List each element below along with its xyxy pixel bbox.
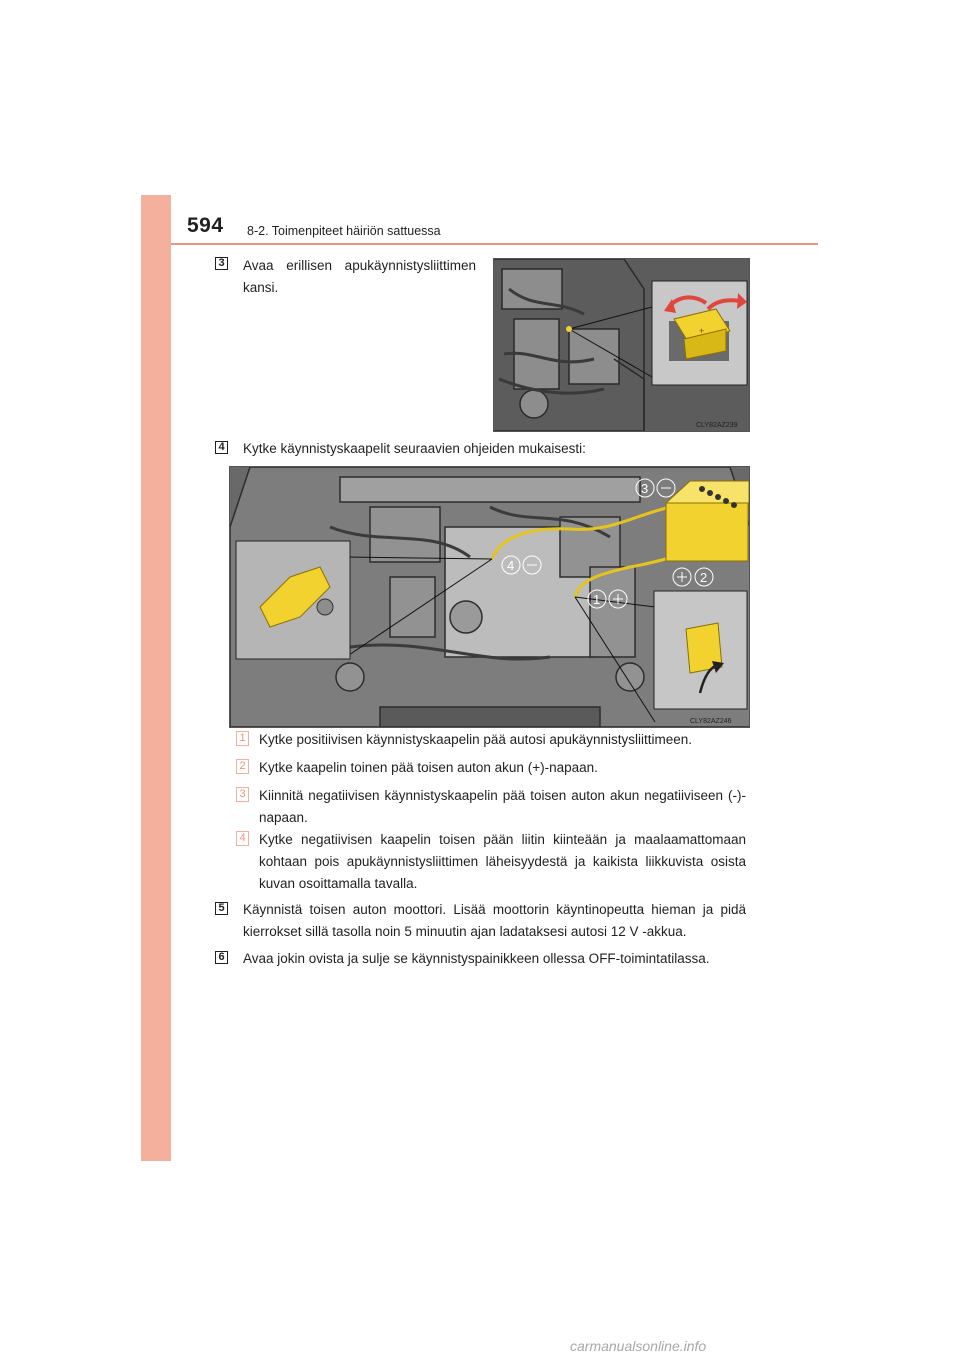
svg-text:+: + [699, 326, 705, 336]
substep-2-text: Kytke kaapelin toinen pää toisen auton akun (+)-napaan. [259, 760, 598, 775]
figure-code-1: CLY82AZ239 [696, 422, 738, 429]
step-number-3: 3 [215, 257, 228, 270]
substep-1-text: Kytke positiivisen käynnistyskaapelin pää autosi apukäynnistysliittimeen. [259, 732, 692, 747]
header-divider [171, 243, 818, 245]
callout-4: 4 [507, 558, 515, 573]
substep-number-1: 1 [236, 731, 249, 746]
step-3-text: Avaa erillisen apukäynnistysliittimen kansi. [243, 258, 476, 295]
step-4-text: Kytke käynnistyskaapelit seuraavien ohjeiden mukaisesti: [243, 441, 586, 456]
callout-1: 1 [593, 592, 601, 607]
footer-watermark: carmanualsonline.info [570, 1338, 707, 1354]
step-5-text: Käynnistä toisen auton moottori. Lisää moottorin käyntinopeutta hieman ja pidä kierrokset sillä tasolla noin 5 minuutin ajan ladataksesi autosi 12 V -akkua. [243, 902, 746, 939]
substep-4-text: Kytke negatiivisen kaapelin toisen pään liitin kiinteään ja maalaamattomaan kohtaan pois apukäynnistysliittimen läheisyydestä ja kaikista liikkuvista osista kuvan osoittamalla tavalla. [259, 832, 746, 891]
callout-3: 3 [641, 481, 649, 496]
substep-number-4: 4 [236, 831, 249, 846]
substep-3-text: Kiinnitä negatiivisen käynnistyskaapelin pää toisen auton akun negatiiviseen (-)-napaan. [259, 788, 746, 825]
page-number: 594 [187, 214, 224, 237]
substep-number-3: 3 [236, 787, 249, 802]
substep-number-2: 2 [236, 759, 249, 774]
step-number-5: 5 [215, 902, 228, 915]
battery-terminal-cover-figure [493, 258, 750, 432]
step-number-6: 6 [215, 951, 228, 964]
figure-code-2: CLY82AZ246 [690, 718, 732, 725]
chapter-sidebar-tab [141, 195, 171, 1161]
callout-2: 2 [700, 570, 708, 585]
jump-cable-connection-figure [229, 466, 750, 728]
step-number-4: 4 [215, 441, 228, 454]
step-6-text: Avaa jokin ovista ja sulje se käynnistyspainikkeen ollessa OFF-toimintatilassa. [243, 951, 710, 966]
section-title: 8-2. Toimenpiteet häiriön sattuessa [247, 224, 441, 238]
